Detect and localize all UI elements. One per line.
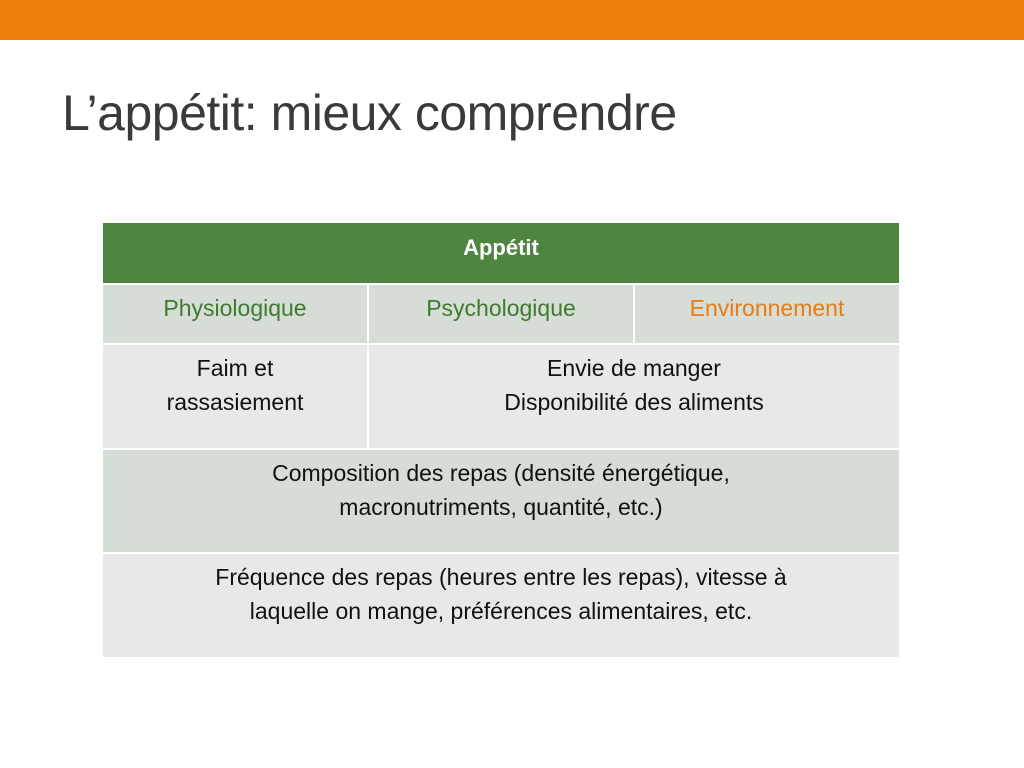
table-header-appetit: Appétit (102, 223, 900, 284)
cell-frequence (102, 553, 900, 658)
cell-envie-disponibilite (368, 344, 900, 449)
table-row-composition (102, 449, 900, 553)
category-physiologique: Physiologique (102, 284, 368, 344)
category-environnement: Environnement (634, 284, 900, 344)
appetite-table-container (101, 223, 899, 659)
faim-line-1: Faim et (196, 355, 274, 381)
table-header-row (102, 223, 900, 284)
table-row-faim-envie (102, 344, 900, 449)
frequence-line-1: Fréquence des repas (heures entre les repas), vitesse à (215, 564, 787, 590)
composition-line-1: Composition des repas (densité énergétique, (272, 460, 730, 486)
envie-line-1: Envie de manger (547, 355, 721, 381)
frequence-line-2: laquelle on mange, préférences alimentaires, etc. (249, 598, 753, 624)
appetite-table (101, 223, 901, 659)
table-row-categories (102, 284, 900, 344)
slide-title: L’appétit: mieux comprendre (62, 85, 677, 141)
cell-faim-rassasiement (102, 344, 368, 449)
category-psychologique: Psychologique (368, 284, 634, 344)
cell-composition (102, 449, 900, 553)
envie-line-2: Disponibilité des aliments (504, 389, 764, 415)
table-row-frequence (102, 553, 900, 658)
composition-line-2: macronutriments, quantité, etc.) (339, 494, 663, 520)
faim-line-2: rassasiement (166, 389, 304, 415)
top-accent-bar (0, 0, 1024, 40)
